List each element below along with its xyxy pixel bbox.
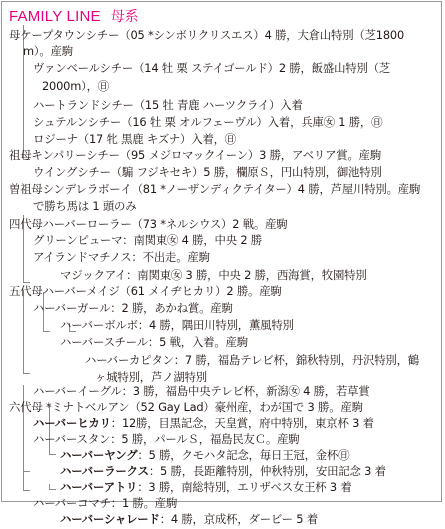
section-title-jp: 母系 [110,9,139,25]
list-item: ハートランドシチー（15 牡 青鹿 ハーツクライ）入着 [33,98,303,112]
list-item: ハーバースタン：5 勝，パールＳ，福島民友Ｃ。産駒 [33,432,300,446]
list-item: ウイングシチー（騸 フジキセキ）5 勝，欄原Ｓ，円山特別，御池特別 [33,165,382,179]
list-item: 四代母ハーバーローラー（73 *ネルシウス）2 戦。産駒 [9,217,288,231]
list-item: ハーバーヤング：5 勝，クモハタ記念，毎日王冠，金杯㊐ [60,448,350,462]
list-item: グリーンピューマ：南関東㊛ 4 勝，中央 2 勝 [33,233,262,247]
horse-name: ハーバーアトリ [60,480,138,494]
list-item: ハーバーコマチ：1 勝。産駒 [33,496,178,510]
list-item: 祖母キンパリーシチー（95 メジロマックイーン）3 勝，アベリア賞。産駒 [9,148,382,162]
horse-name: ハーバーシャレード [60,512,160,526]
list-item: ロジーナ（17 牝 黒鹿 キズナ）入着，㊐ [33,132,236,146]
family-line-panel [1,1,442,526]
tree-connector [23,460,30,491]
tree-connector [23,290,30,374]
horse-name: ハーバーヤング [60,448,138,462]
section-title-en: FAMILY LINE [9,8,101,25]
list-item: 母ケープタウンシチー（05 *シンボリクリスエス）4 勝，大倉山特別（芝1800 [9,28,404,42]
horse-name: ハーバーヒカリ [33,416,111,430]
list-item: ハーバーラークス：5 勝，長距離特別，仲秋特別，安田記念 3 着 [60,464,386,478]
list-item: ヶ城特別，芦ノ湖特別 [95,370,207,384]
list-item: ハーバーシャレード：4 勝，京成杯，ダービー 5 着 [60,512,318,526]
list-item: シュテルンシチー（16 牡 栗 オルフェーヴル）入着，兵庫㊛ 1 勝，㊐ [33,115,383,129]
list-item: 六代母 *ミナトベルアン（52 Gay Lad）豪州産，わが国で 3 勝。産駒 [9,400,363,414]
horse-name: ハーバーラークス [60,464,149,478]
list-item: ハーバースチール：5 戦，入着。産駒 [60,335,248,349]
list-item: ヴァンベールシチー（14 牡 栗 ステイゴールド）2 勝，飯盛山特別（芝 [33,61,391,75]
tree-connector [49,484,56,490]
list-item: アイランドマチノス：不出走。産駒 [33,250,210,264]
list-item: で勝ち馬は 1 頭のみ [33,199,137,213]
list-item: 五代母ハーバーメイジ（61 メイヂヒカリ）2 勝。産駒 [9,284,282,298]
section-title [9,6,139,26]
list-item: マジックアイ：南関東㊛ 3 勝，中央 2 勝，西海賞，牧園特別 [60,268,367,282]
list-item: ハーバーボルボ：4 勝，隅田川特別，薫風特別 [60,318,294,332]
list-item: 曽祖母シンデレラボーイ（81 *ノーザンディクテイター）4 勝，芦屋川特別。産駒 [9,182,421,196]
list-item: m）。産駒 [23,44,73,58]
list-item: ハーバーカピタン：7 勝，福島テレビ杯，錦秋特別，丹沢特別，鶴 [85,353,419,367]
list-item: ハーバーガール：2 勝，あかね賞。産駒 [33,301,233,315]
list-item: ハーバーイーグル：3 勝，福島中央テレビ杯，新潟㊛ 4 勝，若草賞 [33,384,370,398]
list-item: ハーバーヒカリ：12勝，目黒記念，天皇賞，府中特別，東京杯 3 着 [33,416,374,430]
list-item: 2000m），㊐ [42,79,109,93]
list-item: ハーバーアトリ：3 勝，南総特別，エリザベス女王杯 3 着 [60,480,352,494]
